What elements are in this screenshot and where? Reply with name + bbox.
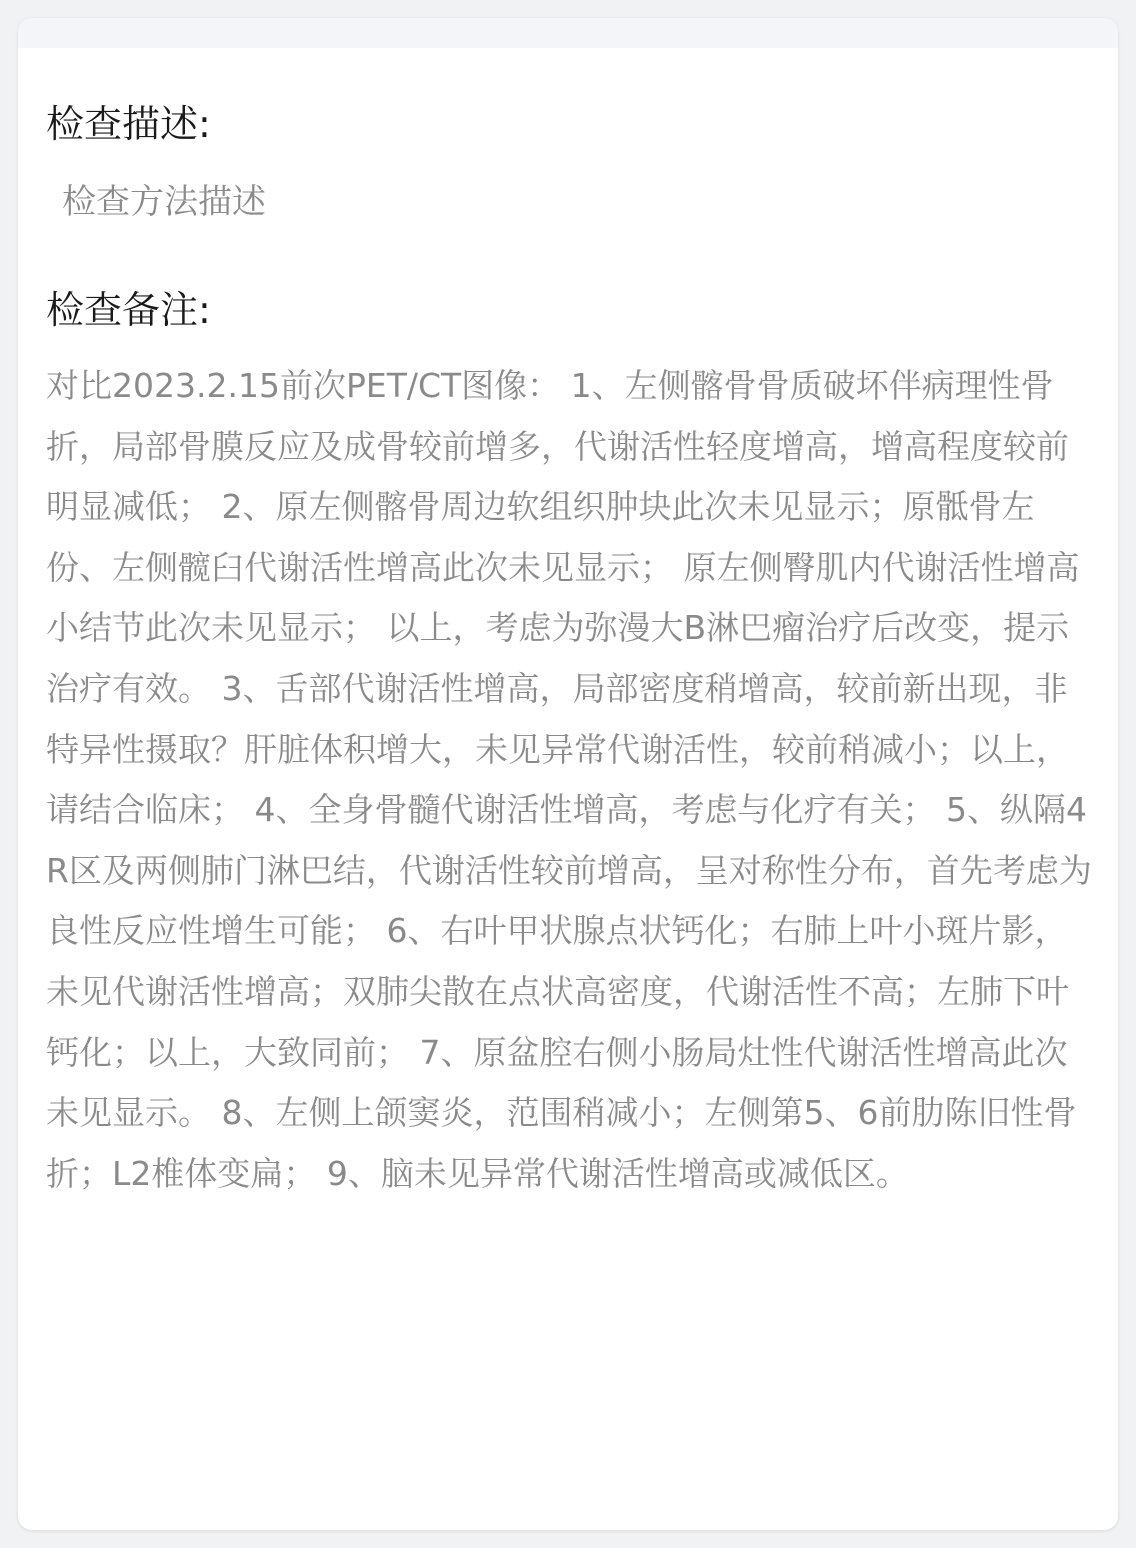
card-header-strip <box>18 18 1118 48</box>
exam-notes-label: 检查备注: <box>46 288 211 332</box>
exam-description-text: 检查方法描述 <box>62 182 266 222</box>
exam-notes-text: 对比2023.2.15前次PET/CT图像： 1、左侧髂骨骨质破坏伴病理性骨折，局部骨膜反应及成骨较前增多，代谢活性轻度增高，增高程度较前明显减低； 2、原左侧髂骨周边软组织肿块此次未见显示；原骶骨左份、左侧髋臼代谢活性增高此次未见显示； 原左侧臀肌内代谢活性增高小结节此次未见显示； 以上，考虑为弥漫大B淋巴瘤治疗后改变，提示治疗有效。 3、舌部代谢活性增高，局部密度稍增高，较前新出现，非特异性摄取？肝脏体积增大，未见异常代谢活性，较前稍减小；以上，请结合临床； 4、全身骨髓代谢活性增高，考虑与化疗有关； 5、纵隔4R区及两侧肺门淋巴结，代谢活性较前增高，呈对称性分布，首先考虑为良性反应性增生可能； 6、右叶甲状腺点状钙化；右肺上叶小斑片影，未见代谢活性增高；双肺尖散在点状高密度，代谢活性不高；左肺下叶钙化；以上，大致同前； 7、原盆腔右侧小肠局灶性代谢活性增高此次未见显示。 8、左侧上颌窦炎，范围稍减小；左侧第5、6前肋陈旧性骨折；L2椎体变扁； 9、脑未见异常代谢活性增高或减低区。 <box>46 366 1092 1193</box>
exam-description-label: 检查描述: <box>46 102 211 146</box>
exam-info-card <box>18 18 1118 1530</box>
